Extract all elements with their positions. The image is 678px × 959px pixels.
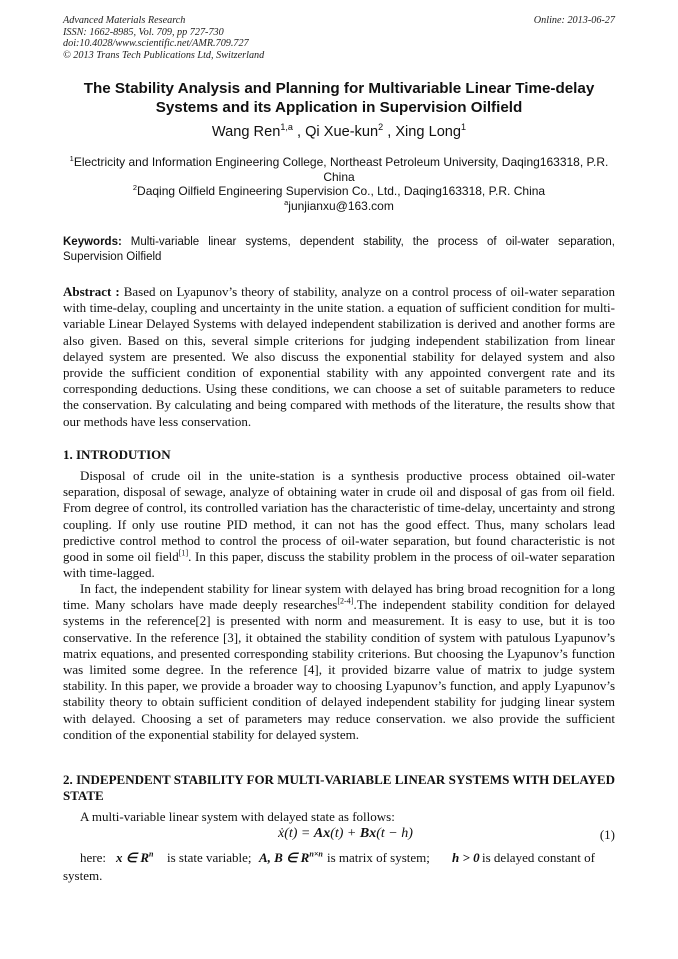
journal-header — [63, 15, 615, 61]
equation-1 — [63, 826, 615, 844]
title-line-1: The Stability Analysis and Planning for Multivariable Linear Time-delay — [83, 80, 595, 97]
abstract-label: Abstract : — [63, 284, 120, 299]
title-line-2: Systems and its Application in Supervision Oilfield — [155, 98, 523, 116]
eq-ax: Ax — [313, 826, 331, 841]
author-separator: , — [383, 124, 396, 140]
matrix-text: is matrix of system; — [327, 850, 430, 865]
affiliation-1-text: Electricity and Information Engineering College, Northeast Petroleum University, Daqing163318, P.R. China — [73, 155, 609, 184]
citation-ref[interactable]: [1] — [178, 548, 189, 558]
section-2-heading: 2. INDEPENDENT STABILITY FOR MULTI-VARIABLE LINEAR SYSTEMS WITH DELAYED STATE — [63, 772, 615, 804]
equation-expression — [278, 826, 413, 842]
x-in-r: x ∈ R — [116, 850, 149, 865]
issn-line: ISSN: 1662-8985, Vol. 709, pp 727-730 — [63, 26, 224, 38]
keywords — [63, 235, 615, 265]
variable-definitions — [63, 848, 615, 884]
section-2-intro: A multi-variable linear system with delayed state as follows: — [80, 809, 395, 824]
intro-p1-text: Disposal of crude oil in the unite-station is a synthesis productive process obtained oil-water separation, disposal of sewage, analyze of obtaining water in crude oil and disposal of gas from oil field. From degree of control, its controlled variation has the characteristic of time-delay, uncertainty and strong coupling. If only use routine PID method, it can not has the good effect. Thus, many scholars lead predictive control method to control the process of oil-water separation, but found characteristic is not good in some oil field — [63, 468, 615, 565]
author-3-sup: 1 — [461, 122, 467, 133]
intro-p2-text-cont: .The independent stability condition for delayed systems in the reference[2] is presented with norm and measurement. It is easy to use, but it is too conservative. In the reference [3], it obtained the stability condition of system with patulous Lyapunov’s matrix equations, and presented corresponding stability criterions. But choosing the Lyapunov’s function was limited some degree. In the reference [4], it provided bizarre value of matrix to judge system stability. In this paper, we provide a broader way to choosing Lyapunov’s function, and apply Lyapunov’s stability theory to obtain sufficient condition of delayed independent stability for judging linear system with delayed. Choosing a set of parameters may reduce conservation. we also provide the sufficient condition of the exponential stability for delayed system. — [63, 597, 615, 742]
citation-ref[interactable]: [2-4] — [337, 596, 354, 606]
definition-row — [63, 848, 615, 868]
keywords-label: Keywords: — [63, 236, 122, 248]
affiliation-1 — [63, 155, 615, 184]
author-3: Xing Long — [395, 124, 462, 140]
journal-name: Advanced Materials Research — [63, 15, 186, 26]
intro-p2-text: In fact, the independent stability for linear system with delayed has bring broad recognition for a long time. Many scholars have made deeply researches — [63, 581, 615, 613]
author-1-sup: 1,a — [280, 122, 293, 133]
affiliation-2 — [63, 184, 615, 199]
abstract-text: Based on Lyapunov’s theory of stability, analyze on a control process of oil-water separation with time-delay, coupling and uncertainty in the unite station. a equation of sufficient condition for multi-variable Linear Delayed Systems with delayed independent stabilization is derived and another forms are also given. Based on this, several simple criterions for judging independent stabilization from linear delayed system are presented. We also discuss the exponential stability for delayed system and also provide the sufficient condition of exponential stability with any appointed convergent rate and its corresponding deductions. Using these conditions, we can choose a set of suitable parameters to reduce the conservation. By calculating and being compared with methods of the literature, the results show that our methods have less conservation. — [63, 284, 615, 429]
author-separator: , — [292, 124, 306, 140]
affiliation-1-sup: 1 — [69, 154, 74, 163]
h-definition: h > 0 — [452, 850, 480, 865]
state-variable-text: is state variable; — [167, 850, 252, 865]
ab-definition — [259, 850, 323, 866]
author-2: Qi Xue-kun — [305, 124, 379, 140]
affiliations — [63, 155, 615, 213]
doi-link[interactable]: doi:10.4028/www.scientific.net/AMR.709.727 — [63, 38, 249, 50]
x-sup: n — [149, 849, 154, 859]
email-text: junjianxu@163.com — [288, 198, 394, 213]
keywords-text: Multi-variable linear systems, dependent stability, the process of oil-water separation, Supervision Oilfield — [63, 236, 615, 263]
ab-in-r: A, B ∈ R — [259, 850, 310, 865]
section-1-heading: 1. INTRODUTION — [63, 447, 171, 462]
ab-sup: n×n — [309, 849, 323, 859]
intro-p1-text-cont: . In this paper, discuss the stability problem in the process of oil-water separation with time-lagged. — [63, 549, 615, 581]
x-definition — [116, 850, 153, 866]
eq-rhs: (t − h) — [376, 826, 413, 841]
author-list — [40, 124, 638, 140]
delayed-text: is delayed constant of — [482, 850, 595, 865]
equation-number: (1) — [599, 827, 615, 842]
author-1: Wang Ren — [211, 124, 281, 140]
affiliation-2-sup: 2 — [132, 183, 138, 193]
email-sup: a — [284, 197, 289, 207]
author-2-sup: 2 — [378, 122, 384, 133]
paper-title — [40, 80, 638, 117]
eq-lhs: ẋ(t) = — [278, 826, 314, 841]
eq-bx: Bx — [359, 826, 377, 841]
system-text: system. — [63, 868, 103, 883]
intro-paragraph-2 — [63, 581, 615, 743]
online-date: Online: 2013-06-27 — [533, 15, 615, 26]
copyright-line: © 2013 Trans Tech Publications Ltd, Switzerland — [63, 49, 265, 61]
affiliation-2-text: Daqing Oilfield Engineering Supervision Co., Ltd., Daqing163318, P.R. China — [137, 184, 546, 199]
author-email[interactable] — [63, 199, 615, 214]
here-label: here: — [80, 850, 106, 865]
abstract — [63, 284, 615, 430]
eq-mid: (t) + — [330, 826, 360, 841]
intro-paragraph-1 — [63, 468, 615, 581]
